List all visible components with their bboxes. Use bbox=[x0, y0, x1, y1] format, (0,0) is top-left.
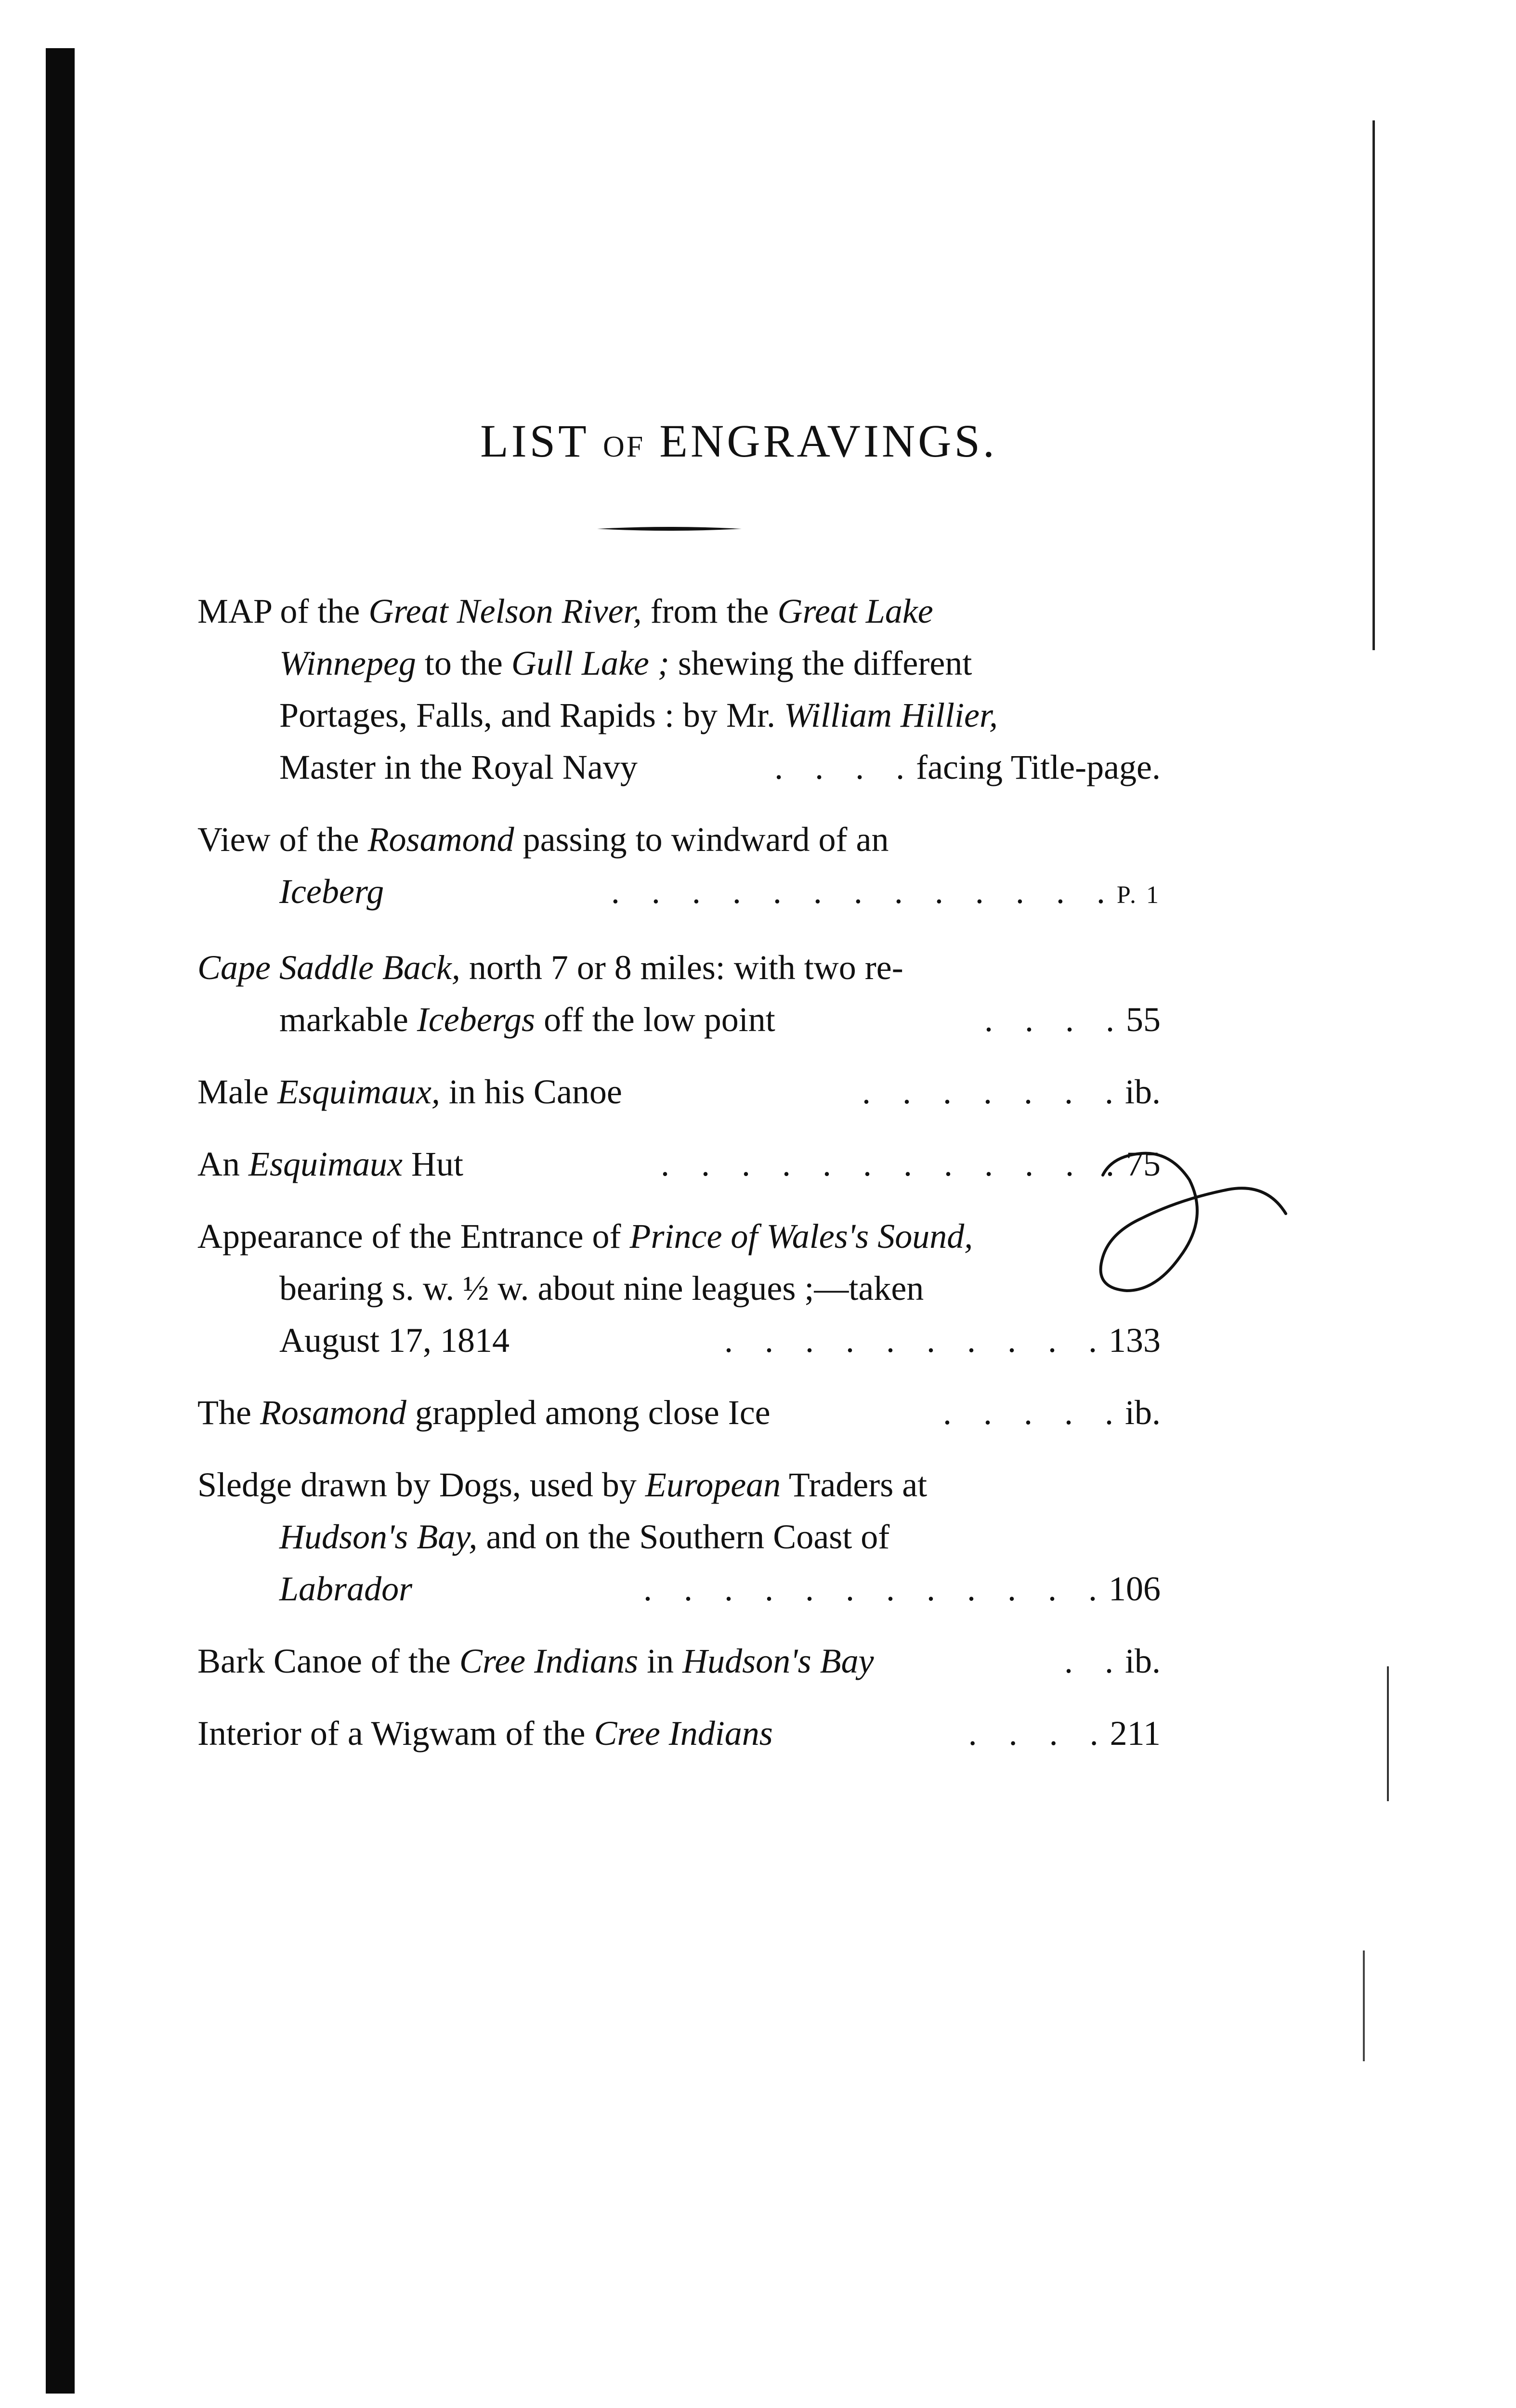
italic-text: Cape Saddle Back, bbox=[197, 948, 460, 987]
entry-segment: in his Canoe bbox=[440, 1073, 622, 1111]
entry-segment: August 17, 1814 bbox=[279, 1321, 510, 1360]
entry-line bbox=[197, 1066, 1161, 1118]
entry-segment: bearing s. w. ½ w. about nine leagues ;—taken bbox=[279, 1269, 924, 1308]
leader-dots: . . . . bbox=[984, 1000, 1126, 1039]
page-reference: 55 bbox=[1126, 1000, 1161, 1039]
page-reference: ib. bbox=[1124, 1642, 1161, 1680]
title-word: LIST bbox=[480, 415, 588, 467]
entry-line bbox=[197, 942, 1161, 994]
entry-line bbox=[197, 1210, 1161, 1262]
entry-line bbox=[197, 1635, 1161, 1687]
entry-text bbox=[197, 1138, 463, 1190]
list-item bbox=[197, 1210, 1161, 1366]
page-reference: 106 bbox=[1109, 1570, 1161, 1608]
list-item bbox=[197, 1138, 1161, 1190]
italic-text: Gull Lake ; bbox=[511, 644, 669, 682]
entry-line bbox=[197, 1459, 1161, 1511]
title-word: ENGRAVINGS. bbox=[659, 415, 997, 467]
binding-edge bbox=[46, 48, 75, 2394]
entry-segment: markable bbox=[279, 1000, 417, 1039]
engravings-list bbox=[197, 585, 1161, 1780]
entry-segment: passing to windward of an bbox=[514, 820, 889, 859]
entry-text bbox=[279, 637, 972, 689]
entry-segment: Hut bbox=[402, 1145, 463, 1183]
entry-text bbox=[279, 865, 384, 917]
entry-line bbox=[197, 1262, 1161, 1314]
entry-segment: Interior of a Wigwam of the bbox=[197, 1714, 594, 1753]
margin-rule bbox=[1372, 120, 1375, 650]
italic-text: Rosamond bbox=[260, 1393, 406, 1432]
entry-segment: Sledge drawn by Dogs, used by bbox=[197, 1466, 645, 1504]
list-item bbox=[197, 585, 1161, 793]
page-title bbox=[0, 414, 1497, 468]
entry-segment: north 7 or 8 miles: with two re- bbox=[460, 948, 903, 987]
entry-line bbox=[197, 741, 1161, 793]
page-reference: P. 1 bbox=[1116, 881, 1161, 909]
entry-line bbox=[197, 637, 1161, 689]
entry-line bbox=[197, 994, 1161, 1046]
italic-text: Rosamond bbox=[367, 820, 514, 859]
page-reference: 133 bbox=[1109, 1321, 1161, 1360]
italic-text: Esquimaux, bbox=[277, 1073, 440, 1111]
entry-line bbox=[197, 1387, 1161, 1439]
entry-line bbox=[197, 1314, 1161, 1366]
leader-dots: . . . . . . . . . . . . . bbox=[611, 872, 1117, 911]
entry-line bbox=[197, 585, 1161, 637]
margin-rule bbox=[1387, 1666, 1389, 1801]
entry-text bbox=[197, 1066, 622, 1118]
entry-segment: and on the Southern Coast of bbox=[477, 1518, 890, 1556]
italic-text: Hudson's Bay bbox=[682, 1642, 874, 1680]
leader-dots: . . . . . . . . . . . . bbox=[661, 1145, 1126, 1183]
entry-text bbox=[197, 1459, 927, 1511]
entry-segment: Male bbox=[197, 1073, 277, 1111]
list-item bbox=[197, 1387, 1161, 1439]
entry-line bbox=[197, 1707, 1161, 1759]
leader-dots: . . . . . . . . . . bbox=[724, 1321, 1109, 1360]
leader-dots: . . . . . . . . . . . . bbox=[643, 1570, 1109, 1608]
list-item bbox=[197, 1066, 1161, 1118]
entry-text bbox=[197, 813, 889, 865]
italic-text: Iceberg bbox=[279, 872, 384, 911]
entry-text bbox=[197, 1387, 771, 1439]
italic-text: William Hillier, bbox=[784, 696, 998, 734]
entry-segment: grappled among close Ice bbox=[406, 1393, 771, 1432]
italic-text: Great Nelson River, bbox=[368, 592, 642, 630]
entry-text bbox=[197, 1707, 773, 1759]
entry-line bbox=[197, 1563, 1161, 1615]
entry-text bbox=[279, 689, 998, 741]
entry-line bbox=[197, 813, 1161, 865]
list-item bbox=[197, 1635, 1161, 1687]
italic-text: Cree Indians bbox=[459, 1642, 639, 1680]
entry-segment: Traders at bbox=[781, 1466, 928, 1504]
entry-segment: An bbox=[197, 1145, 248, 1183]
entry-text bbox=[279, 1511, 889, 1563]
entry-segment: in bbox=[638, 1642, 683, 1680]
list-item bbox=[197, 1459, 1161, 1615]
entry-segment: Master in the Royal Navy bbox=[279, 748, 638, 786]
entry-text bbox=[279, 994, 775, 1046]
entry-text bbox=[279, 1563, 412, 1615]
leader-dots: . . . . . bbox=[942, 1393, 1125, 1432]
italic-text: Labrador bbox=[279, 1570, 413, 1608]
italic-text: European bbox=[645, 1466, 781, 1504]
italic-text: Winnepeg bbox=[279, 644, 416, 682]
list-item bbox=[197, 813, 1161, 921]
entry-segment: MAP of the bbox=[197, 592, 369, 630]
margin-rule bbox=[1363, 1950, 1365, 2061]
entry-line bbox=[197, 865, 1161, 921]
italic-text: Cree Indians bbox=[594, 1714, 773, 1753]
ornament-rule bbox=[597, 524, 742, 534]
entry-segment: Portages, Falls, and Rapids : by Mr. bbox=[279, 696, 784, 734]
entry-text bbox=[197, 942, 903, 994]
entry-segment: Appearance of the Entrance of bbox=[197, 1217, 630, 1256]
entry-line bbox=[197, 689, 1161, 741]
page-reference: ib. bbox=[1124, 1073, 1161, 1111]
entry-segment: View of the bbox=[197, 820, 368, 859]
page-reference: 211 bbox=[1110, 1714, 1161, 1753]
entry-segment: from the bbox=[641, 592, 778, 630]
entry-segment: The bbox=[197, 1393, 260, 1432]
page-reference: ib. bbox=[1124, 1393, 1161, 1432]
italic-text: Great Lake bbox=[777, 592, 933, 630]
list-item bbox=[197, 1707, 1161, 1759]
italic-text: Prince of Wales's Sound, bbox=[629, 1217, 973, 1256]
italic-text: Icebergs bbox=[417, 1000, 536, 1039]
leader-dots: . . . . bbox=[774, 748, 916, 786]
entry-text bbox=[197, 1635, 874, 1687]
entry-segment: off the low point bbox=[535, 1000, 775, 1039]
title-word: OF bbox=[603, 431, 645, 463]
leader-dots: . . . . . . . bbox=[862, 1073, 1125, 1111]
list-item bbox=[197, 942, 1161, 1046]
handwritten-mark bbox=[1084, 1146, 1305, 1305]
leader-dots: . . . . bbox=[968, 1714, 1110, 1753]
entry-line bbox=[197, 1138, 1161, 1190]
entry-segment: to the bbox=[416, 644, 511, 682]
entry-text bbox=[197, 1210, 973, 1262]
entry-line bbox=[197, 1511, 1161, 1563]
leader-dots: . . bbox=[1064, 1642, 1125, 1680]
page-reference: facing Title-page. bbox=[916, 748, 1161, 786]
entry-text bbox=[279, 1314, 510, 1366]
entry-text bbox=[197, 585, 933, 637]
entry-text bbox=[279, 741, 638, 793]
italic-text: Esquimaux bbox=[248, 1145, 403, 1183]
entry-segment: Bark Canoe of the bbox=[197, 1642, 459, 1680]
page-reference: 75 bbox=[1126, 1145, 1161, 1183]
entry-segment: shewing the different bbox=[669, 644, 972, 682]
italic-text: Hudson's Bay, bbox=[279, 1518, 478, 1556]
entry-text bbox=[279, 1262, 924, 1314]
